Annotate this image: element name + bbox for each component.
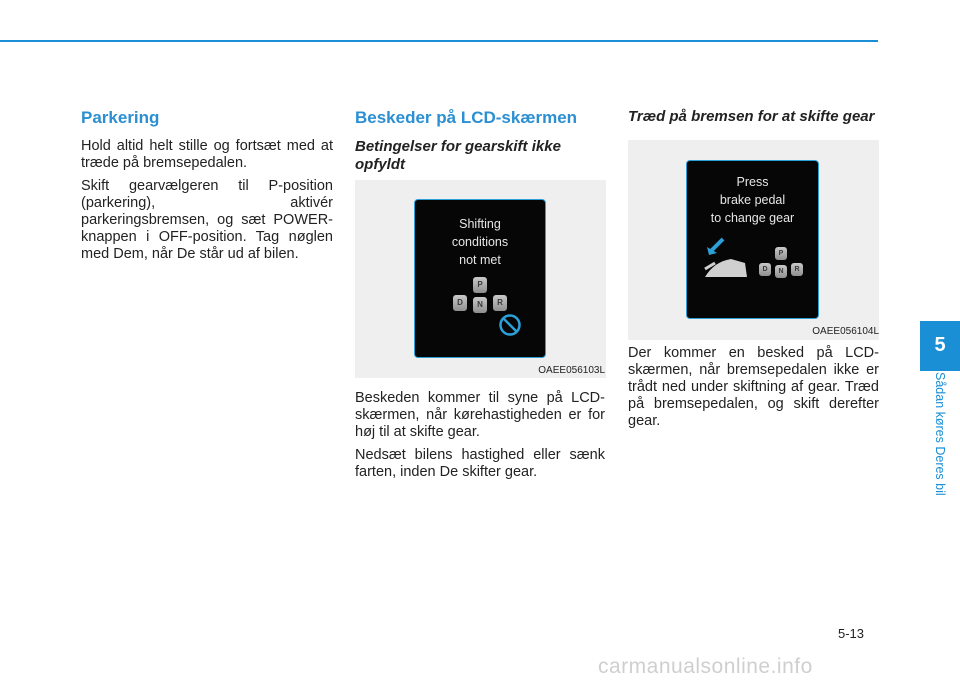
gear2-d-icon: D [759,263,771,276]
prohibited-icon [498,313,522,337]
lcd-message [415,200,545,269]
beskeder-paragraph-2: Nedsæt bilens hastighed eller sænk farten, inden De skifter gear. [355,447,605,480]
chapter-tab: 5 [920,321,960,371]
chapter-title: Sådan køres Deres bil [933,372,947,496]
gear-d-icon: D [453,295,467,311]
gear-r-icon: R [493,295,507,311]
lcd2-line-3: to change gear [710,211,795,225]
brake-pedal-icon [701,237,751,281]
lcd-screen [414,199,546,358]
parkering-heading: Parkering [81,108,160,127]
lcd-message-2 [687,161,818,227]
lcd2-line-1: Press [736,175,769,189]
page-number: 5-13 [838,626,865,641]
figure-caption-2: OAEE056104L [812,326,879,337]
traed-paragraph-1: Der kommer en besked på LCD-skærmen, når bremsepedalen ikke er trådt ned under skiftning af gear. Træd på bremsepedalen, og skift derefter gear. [628,345,879,429]
figure-caption-1: OAEE056103L [538,365,605,376]
watermark: carmanualsonline.info [598,655,813,678]
gear2-p-icon: P [775,247,787,260]
beskeder-paragraph-1: Beskeden kommer til syne på LCD-skærmen, når kørehastigheden er for høj til at skifte gear. [355,390,605,440]
top-rule [0,40,878,42]
gear2-r-icon: R [791,263,803,276]
parkering-paragraph-1: Hold altid helt stille og fortsæt med at træde på bremsepedalen. [81,138,333,171]
traed-heading: Træd på bremsen for at skifte gear [628,108,875,125]
section-parkering [81,108,333,269]
lcd-line-3: not met [459,253,501,267]
section-beskeder [355,108,605,487]
lcd-screen-2 [686,160,819,319]
lcd-line-2: conditions [451,235,509,249]
beskeder-subheading: Betingelser for gearskift ikke opfyldt [355,138,561,173]
section-traed [628,108,879,436]
gear2-n-icon: N [775,265,787,278]
lcd2-line-2: brake pedal [719,193,786,207]
beskeder-heading: Beskeder på LCD-skærmen [355,108,578,127]
parkering-paragraph-2: Skift gearvælgeren til P-position (parkering), aktivér parkeringsbremsen, og sæt POWER-knappen i OFF-position. Tag nøglen med Dem, når De står ud af bilen. [81,178,333,262]
gear-p-icon: P [473,277,487,293]
figure-press-brake [628,140,879,340]
figure-shifting-conditions [355,180,606,378]
lcd-line-1: Shifting [459,217,501,231]
gear-n-icon: N [473,297,487,313]
